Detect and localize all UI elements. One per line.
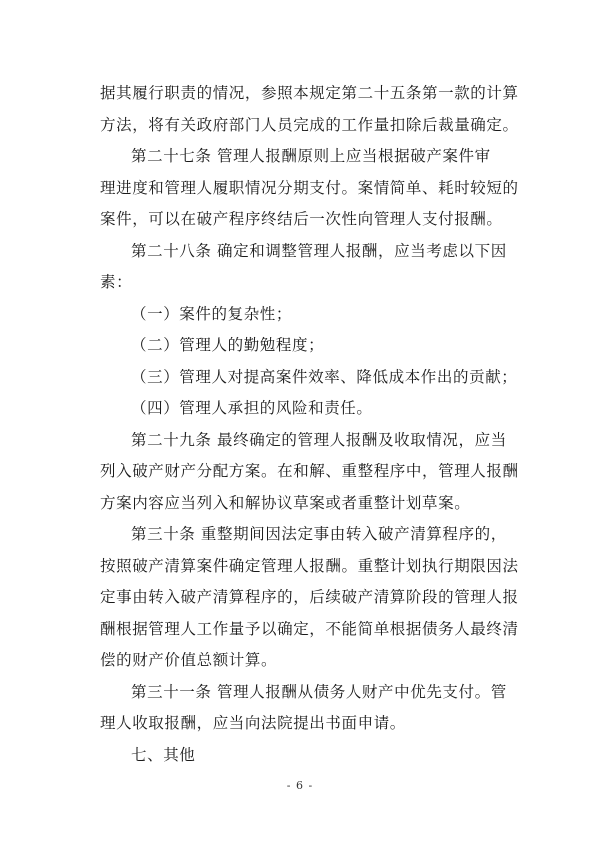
article-30-line: 第三十条 重整期间因法定事由转入破产清算程序的， [131, 525, 507, 543]
document-body [100, 78, 519, 771]
text-line: 定事由转入破产清算程序的，后续破产清算阶段的管理人报 [100, 588, 519, 606]
text-line: 素： [100, 273, 133, 291]
text-line: 案件，可以在破产程序终结后一次性向管理人支付报酬。 [100, 210, 503, 228]
section-heading: 七、其他 [131, 745, 196, 764]
article-28-line: 第二十八条 确定和调整管理人报酬，应当考虑以下因 [131, 241, 507, 260]
list-item: （三）管理人对提高案件效率、降低成本作出的贡献； [131, 367, 518, 386]
article-29-line: 第二十九条 最终确定的管理人报酬及收取情况，应当 [131, 430, 507, 449]
article-27-line: 第二十七条 管理人报酬原则上应当根据破产案件审 [131, 147, 491, 165]
page-number: - 6 - [286, 779, 314, 792]
text-line: 列入破产财产分配方案。在和解、重整程序中，管理人报酬 [100, 462, 519, 480]
text-line: 方法，将有关政府部门人员完成的工作量扣除后裁量确定。 [100, 115, 519, 134]
text-line: 按照破产清算案件确定管理人报酬。重整计划执行期限因法 [100, 556, 519, 575]
text-line: 理人收取报酬，应当向法院提出书面申请。 [100, 714, 406, 732]
text-line: 方案内容应当列入和解协议草案或者重整计划草案。 [100, 493, 471, 512]
article-31-line: 第三十一条 管理人报酬从债务人财产中优先支付。管 [131, 682, 507, 701]
text-line: 偿的财产价值总额计算。 [100, 651, 278, 669]
text-line: 据其履行职责的情况，参照本规定第二十五条第一款的计算 [100, 84, 519, 102]
list-item: （二）管理人的勤勉程度； [131, 336, 325, 354]
text-line: 酬根据管理人工作量予以确定，不能简单根据债务人最终清 [100, 619, 519, 638]
text-line: 理进度和管理人履职情况分期支付。案情简单、耗时较短的 [100, 178, 519, 197]
list-item: （一）案件的复杂性； [131, 304, 293, 323]
list-item: （四）管理人承担的风险和责任。 [131, 399, 373, 417]
